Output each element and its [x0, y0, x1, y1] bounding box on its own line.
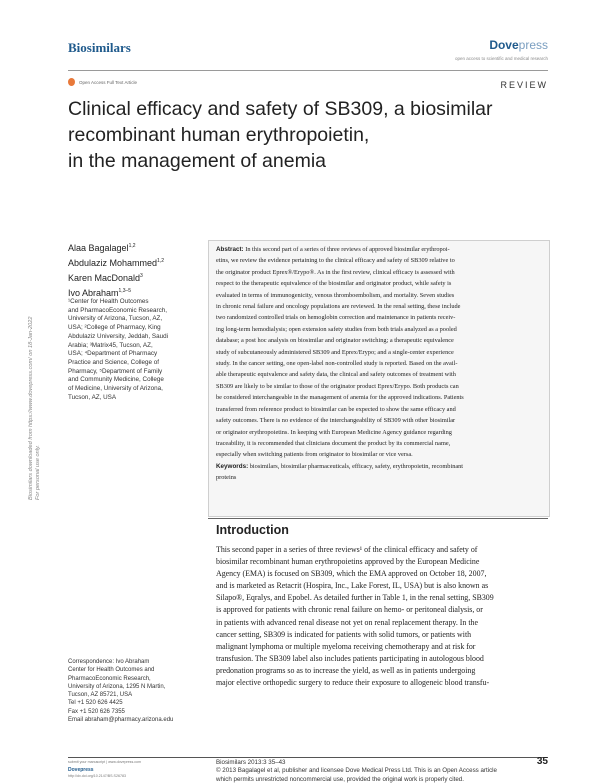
body-line: major elective orthopedic surgery to reduce their exposure to allogeneic blood transfu-: [216, 678, 490, 688]
copyright-line: © 2013 Bagalagel et al, publisher and licensee Dove Medical Press Ltd. This is an Open Access article: [216, 767, 497, 774]
page-number: 35: [536, 756, 548, 767]
body-line: and is marketed as Retacrit (Hospira, Inc., Lake Forest, IL, USA) but is also known as: [216, 581, 489, 591]
body-line: malignant lymphoma or multiple myeloma receiving chemotherapy and at risk for: [216, 641, 476, 651]
author: Alaa Bagalagel$^{1,2}$: [68, 243, 136, 253]
affiliation-line: ¹Center for Health Outcomes: [68, 298, 149, 305]
affiliations: [68, 298, 198, 402]
publisher-logo: [489, 38, 548, 52]
correspondence-line: Fax +1 520 626 7355: [68, 708, 125, 715]
keywords: Keywords: biosimilars, biosimilar pharmaceuticals, efficacy, safety, erythropoietin, recombinant: [216, 462, 464, 470]
affiliation-line: and Community Medicine, College: [68, 376, 164, 384]
abstract: [216, 244, 544, 484]
affiliation-line: Abdulaziz University, Jeddah, Saudi: [68, 332, 168, 340]
abstract-line: study. In the cancer setting, one open-label non-controlled study is reported. Based on the avail-: [216, 360, 458, 368]
header-divider: [68, 70, 548, 71]
watermark-line: For personal use only.: [35, 445, 41, 500]
affiliation-line: Practice and Science, College of: [68, 358, 160, 366]
abstract-line: SB309 are likely to be similar to those of the originator product Eprex/Erypo. Both products can: [216, 382, 459, 390]
abstract-line: the originator product Eprex®/Erypo®. As in the first review, clinical efficacy is assessed with: [216, 268, 455, 276]
open-access-text: Open Access Full Text Article: [79, 79, 137, 85]
section-divider: [208, 518, 548, 519]
affiliation-line: of Medicine, University of Arizona,: [68, 385, 163, 393]
author: Abdulaziz Mohammed$^{1,2}$: [68, 258, 164, 268]
abstract-line: ing long-term hemodialysis; open extension safety studies from both trials analyzed as a pooled: [216, 325, 457, 333]
correspondence-line: University of Arizona, 1295 N Martin,: [68, 683, 166, 690]
section-heading: Introduction: [216, 523, 289, 537]
body-line: predonation programs so as to increase the yield, as well as in patients undergoing: [216, 665, 476, 675]
correspondence-line: Correspondence: Ivo Abraham: [68, 659, 150, 665]
copyright-line: which permits unrestricted noncommercial use, provided the original work is properly cited.: [216, 776, 464, 783]
body-line: Silapo®, Eqralys, and Epobel. As detailed further in Table 1, in the renal setting, SB309: [216, 593, 494, 603]
title-line: recombinant human erythropoietin,: [68, 124, 370, 146]
correspondence-line: Center for Health Outcomes and: [68, 667, 155, 674]
body-line: This second paper in a series of three reviews¹ of the clinical efficacy and safety of: [216, 545, 478, 554]
abstract-line: especially when switching patients from originator to biosimilar or vice versa.: [216, 451, 413, 459]
abstract-line: be considered interchangeable in the management of anemia for the approved indications. Patients: [216, 394, 464, 402]
abstract-line: etins, we review the evidence pertaining to the clinical efficacy and safety of SB309 relative to: [216, 257, 455, 265]
affiliation-line: Tucson, AZ, USA: [68, 393, 117, 401]
body-line: Agency (EMA) is focused on SB309, which the EMA approved on October 18, 2007,: [216, 569, 487, 579]
affiliation-line: Pharmacy, ⁵Department of Family: [68, 367, 163, 375]
abstract-line: able therapeutic equivalence and safety data, the clinical and safety outcomes of treatment with: [216, 371, 456, 379]
author: Ivo Abraham$^{1,3-5}$: [68, 288, 132, 298]
abstract-line: transferred from reference product to biosimilar can be expected to show the same efficacy and: [216, 405, 456, 413]
open-access-label: [68, 78, 137, 86]
body-line: biosimilar recombinant human erythropoietins approved by the European Medicine: [216, 557, 480, 567]
journal-name: Biosimilars: [68, 40, 131, 55]
submit-manuscript-link[interactable]: submit your manuscript | www.dovepress.com: [68, 760, 142, 764]
watermark-line: Biosimilars downloaded from https://www.dovepress.com/ on 18-Jan-2022: [28, 316, 34, 500]
article-title: [68, 96, 548, 174]
publisher-bold: Dove: [489, 38, 519, 52]
download-watermark: [28, 210, 41, 500]
body-line: is approved for patients with chronic renal failure on hemo- or peritoneal dialysis, or: [216, 605, 483, 615]
introduction-body: [216, 544, 548, 689]
doi-link[interactable]: http://dx.doi.org/10.2147/BS.S26783: [68, 774, 126, 778]
correspondence-line: Tucson, AZ 85721, USA: [68, 692, 133, 699]
abstract-label: Abstract:: [216, 246, 244, 253]
body-line: transfusion. The SB309 label also includes patients participating in autologous blood: [216, 653, 484, 663]
correspondence: [68, 658, 208, 724]
affiliation-line: and PharmacoEconomic Research,: [68, 306, 168, 314]
abstract-line: traceability, it is recommended that clinicians document the product by its commercial name,: [216, 439, 451, 447]
abstract-line: or originator erythropoietins. In keeping with European Medicine Agency guidance regarding: [216, 428, 452, 436]
abstract-line: two randomized controlled trials on hemoglobin correction and maintenance in patients receiv-: [216, 314, 456, 322]
title-line: in the management of anemia: [68, 150, 326, 172]
footer-divider: [68, 757, 548, 758]
footer-publisher: Dovepress: [68, 767, 94, 773]
abstract-first-line: Abstract: In this second part of a series of three reviews of approved biosimilar erythropoi-: [216, 246, 450, 253]
abstract-line: safety outcomes. There is no evidence of the interchangeability of SB309 with other biosimilar: [216, 417, 456, 425]
keywords-label: Keywords:: [216, 462, 249, 470]
abstract-line: respect to the therapeutic equivalence of the biosimilar and originator product, while safety is: [216, 280, 452, 288]
affiliation-line: Arabia; ³Matrix45, Tucson, AZ,: [68, 341, 153, 349]
publisher-light: press: [518, 38, 548, 52]
abstract-line: database; a post hoc analysis on biosimilar and originator switching; a therapeutic equivalence: [216, 337, 454, 345]
citation: Biosimilars 2013:3 35–43: [216, 759, 286, 766]
title-line: Clinical efficacy and safety of SB309, a biosimilar: [68, 98, 493, 120]
article-type: REVIEW: [500, 80, 548, 90]
abstract-line: in chronic renal failure and oncology populations are reviewed. In the renal setting, these include: [216, 303, 461, 311]
author: Karen MacDonald$^3$: [68, 273, 143, 283]
correspondence-line: Tel +1 520 626 4425: [68, 700, 123, 707]
keywords-line: proteins: [216, 474, 237, 482]
abstract-line: study of subcutaneously administered SB309 and Eprex/Erypo; and a single-center experience: [216, 348, 454, 356]
body-line: cancer setting, SB309 is indicated for patients with solid tumors, or patients with: [216, 629, 472, 639]
correspondence-line: PharmacoEconomic Research,: [68, 675, 151, 682]
affiliation-line: USA; ⁴Department of Pharmacy: [68, 350, 158, 358]
affiliation-line: USA; ²College of Pharmacy, King: [68, 324, 161, 332]
author-list: [68, 240, 164, 300]
affiliation-line: University of Arizona, Tucson, AZ,: [68, 315, 163, 323]
publisher-tagline: open access to scientific and medical research: [454, 56, 548, 61]
abstract-line: evaluated in terms of immunogenicity, venous thromboembolism, and mortality. Seven studies: [216, 291, 455, 299]
open-access-icon: [68, 78, 75, 86]
correspondence-email[interactable]: Email abraham@pharmacy.arizona.edu: [68, 717, 174, 724]
body-line: in patients with advanced renal disease not yet on renal replacement therapy. In the: [216, 617, 478, 627]
